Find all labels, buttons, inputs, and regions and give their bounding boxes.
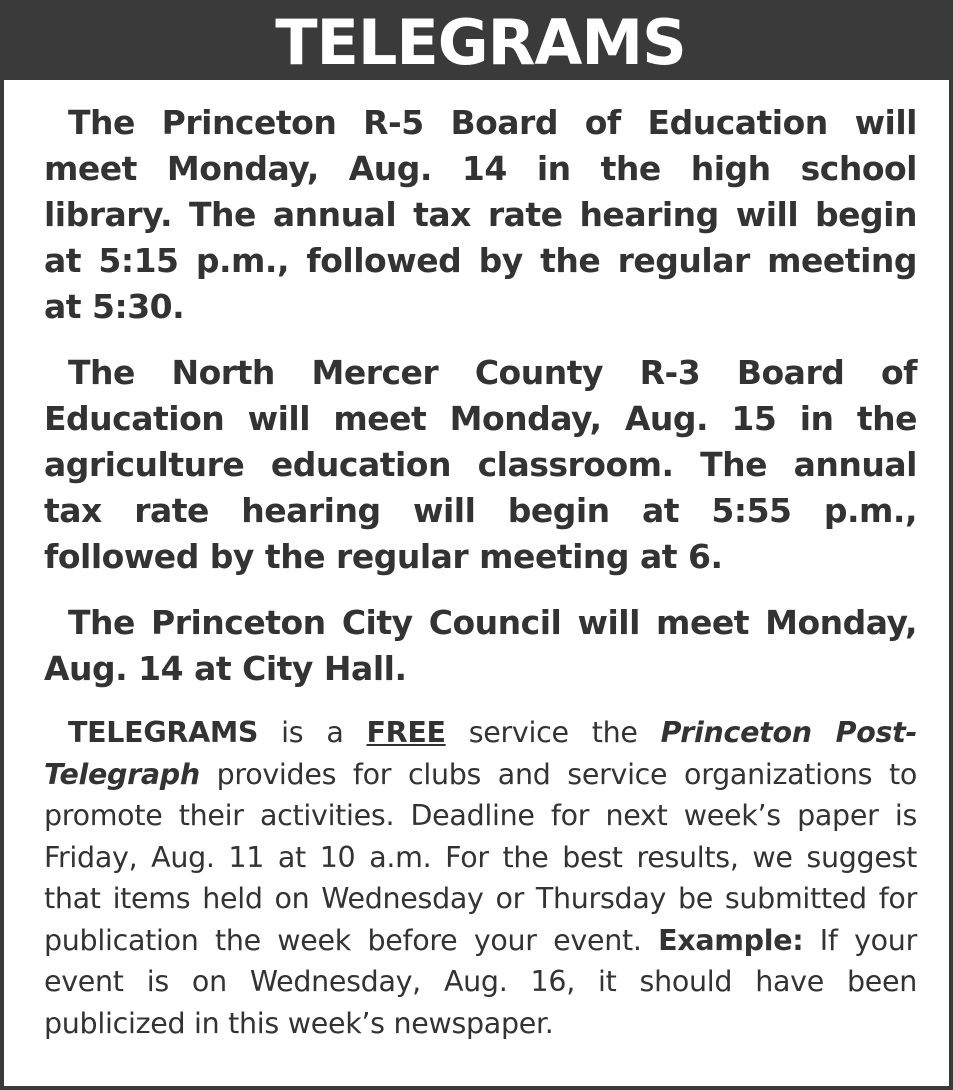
note-free: FREE [366,716,446,749]
note-paper-name: Princeton Post-Telegraph [44,716,918,791]
service-note [44,712,917,1044]
note-text-2: service the [445,716,661,749]
telegrams-content [44,100,917,1044]
telegram-item-north-mercer-r3: The North Mercer County R-3 Board of Education will meet Monday, Aug. 15 in the agriculture education classroom. The annual tax rate hearing will begin at 5:55 p.m., followed by the regular meeting at 6. [44,353,917,576]
note-text-3: provides for clubs and service organizations to promote their activities. Deadline for next week’s paper is Friday, Aug. 11 at 10 a.m. For the best results, we suggest that items held on Wednesday or Thursday be submitted for publication the week before your event. [44,757,917,957]
note-example-label: Example: [658,923,804,957]
note-text-1: is a [258,716,367,749]
note-lead: TELEGRAMS [68,716,259,749]
telegram-item-princeton-r5: The Princeton R-5 Board of Education will meet Monday, Aug. 14 in the high school library. The annual tax rate hearing will begin at 5:15 p.m., followed by the regular meeting at 5:30. [44,103,917,326]
telegram-item-city-council: The Princeton City Council will meet Monday, Aug. 14 at City Hall. [44,603,917,688]
section-title: TELEGRAMS [4,4,953,80]
note-text-4: If your event is on Wednesday, Aug. 16, it should have been publicized in this week’s newspaper. [44,923,917,1040]
